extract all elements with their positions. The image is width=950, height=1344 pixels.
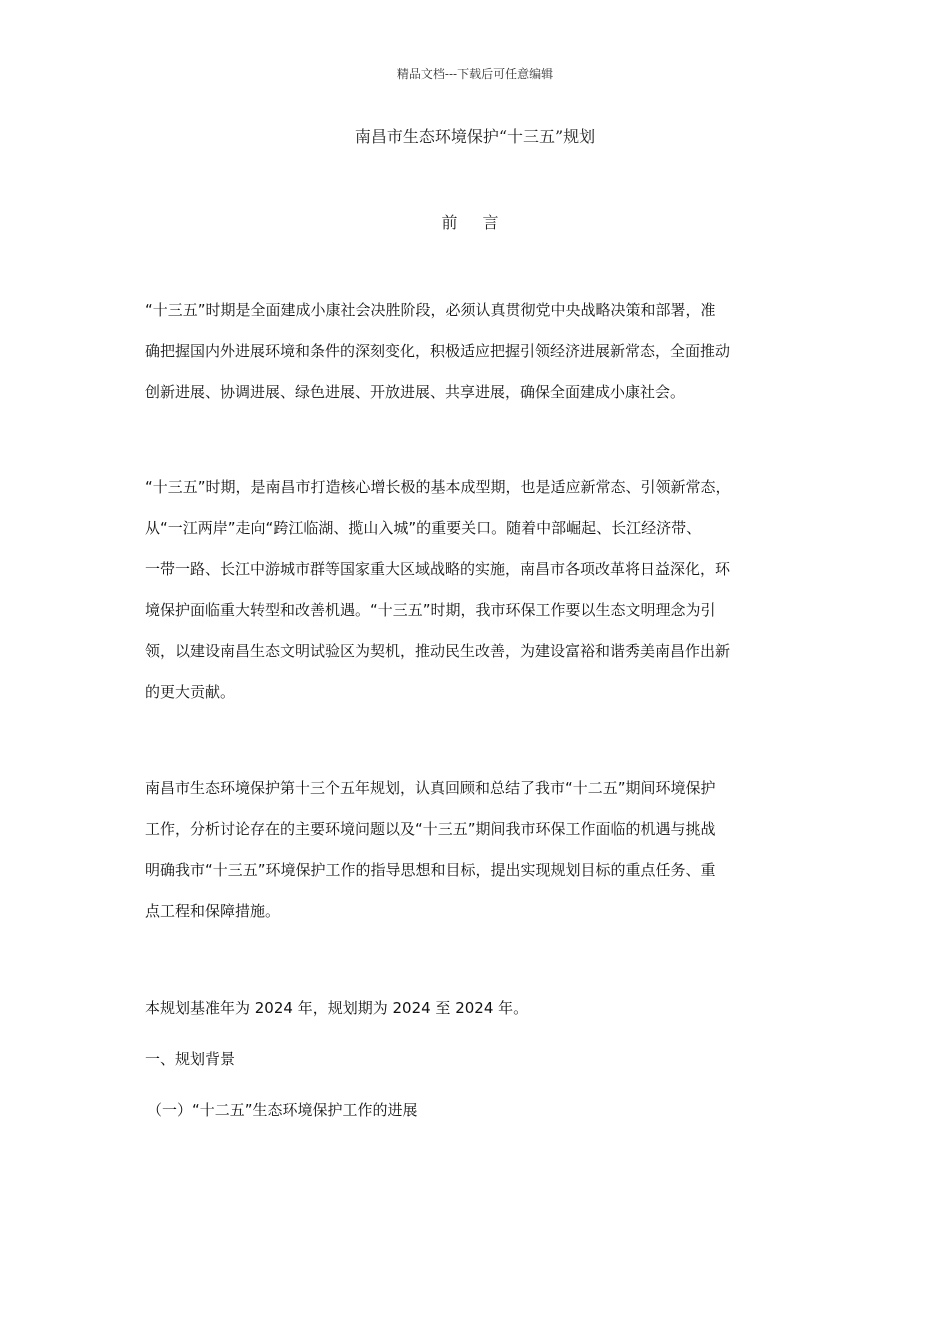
paragraph-line: 从“一江两岸”走向“跨江临湖、揽山入城”的重要关口。随着中部崛起、长江经济带、 xyxy=(145,519,702,537)
section-heading: 一、规划背景 xyxy=(145,1050,236,1068)
paragraph-line: 点工程和保障措施。 xyxy=(145,902,281,920)
paragraph-line: 领，以建设南昌生态文明试验区为契机，推动民生改善，为建设富裕和谐秀美南昌作出新 xyxy=(145,642,731,660)
paragraph-line: 一带一路、长江中游城市群等国家重大区域战略的实施，南昌市各项改革将日益深化，环 xyxy=(145,560,731,578)
subsection-heading: （一）“十二五”生态环境保护工作的进展 xyxy=(147,1101,418,1119)
paragraph-line: 本规划基准年为 2024 年，规划期为 2024 至 2024 年。 xyxy=(145,999,529,1017)
document-title: 南昌市生态环境保护“十三五”规划 xyxy=(354,127,596,146)
paragraph-line: 明确我市“十三五”环境保护工作的指导思想和目标，提出实现规划目标的重点任务、重 xyxy=(145,861,716,879)
paragraph-period xyxy=(145,467,810,713)
paragraph-line: 南昌市生态环境保护第十三个五年规划，认真回顾和总结了我市“十二五”期间环境保护 xyxy=(145,779,716,797)
paragraph-line: 工作，分析讨论存在的主要环境问题以及“十三五”期间我市环保工作面临的机遇与挑战 xyxy=(145,820,716,838)
paragraph-line: 境保护面临重大转型和改善机遇。“十三五”时期，我市环保工作要以生态文明理念为引 xyxy=(145,601,716,619)
paragraph-plan-summary xyxy=(145,768,810,932)
paragraph-line: “十三五”时期，是南昌市打造核心增长极的基本成型期，也是适应新常态、引领新常态， xyxy=(145,478,731,496)
paragraph-intro xyxy=(145,290,810,413)
paragraph-base-year xyxy=(145,988,810,1029)
paragraph-line: “十三五”时期是全面建成小康社会决胜阶段，必须认真贯彻党中央战略决策和部署，准 xyxy=(145,301,716,319)
preface-heading: 前 言 xyxy=(441,213,509,232)
paragraph-line: 创新进展、协调进展、绿色进展、开放进展、共享进展，确保全面建成小康社会。 xyxy=(145,383,686,401)
header-note: 精品文档---下载后可任意编辑 xyxy=(396,67,554,81)
paragraph-line: 确把握国内外进展环境和条件的深刻变化，积极适应把握引领经济进展新常态，全面推动 xyxy=(145,342,731,360)
paragraph-line: 的更大贡献。 xyxy=(145,683,236,701)
